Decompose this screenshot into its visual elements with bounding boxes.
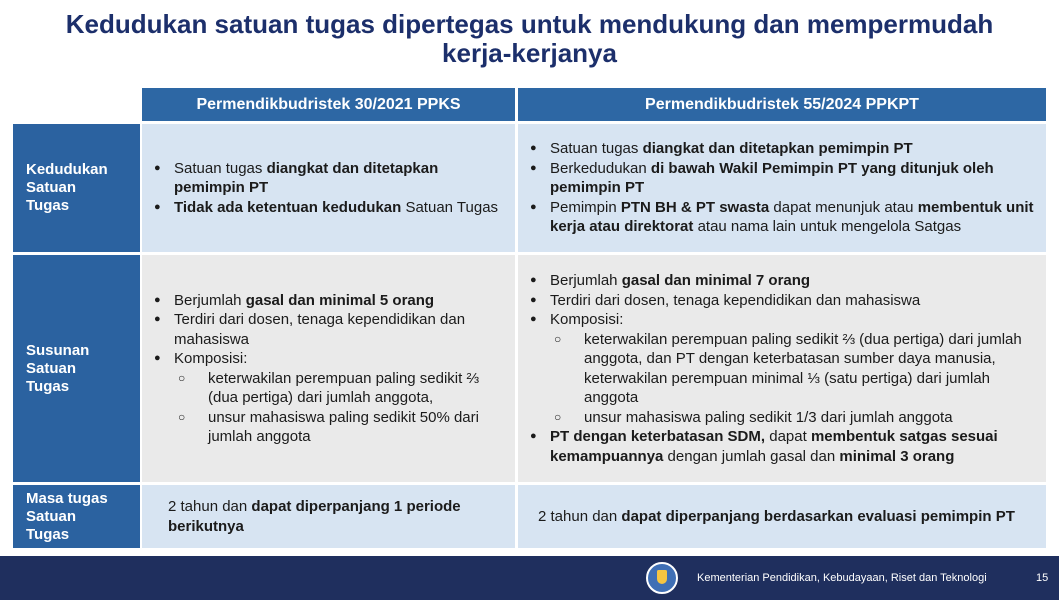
list-item: ● Satuan tugas diangkat dan ditetapkan pemimpin PT bbox=[530, 139, 1036, 159]
sub-list-item: ○ keterwakilan perempuan paling sedikit ⅔ (dua pertiga) dari jumlah anggota, dan PT dengan keterbatasan sumber daya manusia, keterwakilan perempuan minimal ⅓ (satu pertiga) dari jumlah anggota bbox=[552, 330, 1042, 408]
row-label-line: Masa tugas bbox=[26, 489, 108, 507]
list-item: ● Satuan tugas diangkat dan ditetapkan pemimpin PT bbox=[154, 159, 503, 198]
slide-title-line-2: kerja-kerjanya bbox=[442, 38, 617, 68]
row-label-line: Satuan bbox=[26, 507, 77, 525]
cell-text: 2 tahun dan dapat diperpanjang berdasarkan evaluasi pemimpin PT bbox=[538, 507, 1015, 525]
list-item: ● Berjumlah gasal dan minimal 7 orang bbox=[530, 271, 1042, 291]
row-label-line: Satuan bbox=[26, 359, 77, 377]
row-label-line: Kedudukan bbox=[26, 161, 108, 178]
ministry-name: Kementerian Pendidikan, Kebudayaan, Riset dan Teknologi bbox=[697, 572, 987, 584]
list-item: ● Terdiri dari dosen, tenaga kependidikan dan mahasiswa bbox=[530, 291, 1042, 311]
sub-list-item: ○ unsur mahasiswa paling sedikit 50% dari jumlah anggota bbox=[176, 408, 507, 447]
sub-list-item: ○ keterwakilan perempuan paling sedikit ⅔ (dua pertiga) dari jumlah anggota, bbox=[176, 369, 507, 408]
list-item: ● Komposisi: ○ keterwakilan perempuan paling sedikit ⅔ (dua pertiga) dari jumlah anggota, dan PT dengan keterbatasan sumber daya manusia, keterwakilan perempuan minimal ⅓ (satu pertiga) dari jumlah anggota ○ unsur mahasiswa paling sedikit 1/3 dari jumlah anggota bbox=[530, 310, 1042, 427]
tut-wuri-handayani-logo-icon bbox=[646, 562, 678, 594]
row-label-masa-tugas bbox=[13, 485, 140, 548]
row-label-line: Tugas bbox=[26, 525, 70, 543]
sub-list-item: ○ unsur mahasiswa paling sedikit 1/3 dari jumlah anggota bbox=[552, 408, 1042, 428]
list-item: ● Berkedudukan di bawah Wakil Pemimpin PT yang ditunjuk oleh pemimpin PT bbox=[530, 159, 1036, 198]
cell-kedudukan-ppks bbox=[142, 124, 515, 252]
column-header-ppkpt: Permendikbudristek 55/2024 PPKPT bbox=[518, 88, 1046, 121]
row-label-susunan bbox=[13, 255, 140, 482]
list-item: ● Berjumlah gasal dan minimal 5 orang bbox=[154, 291, 507, 311]
slide-title bbox=[0, 10, 1059, 68]
cell-kedudukan-ppkpt bbox=[518, 124, 1046, 252]
cell-text: 2 tahun dan dapat diperpanjang 1 periode berikutnya bbox=[168, 498, 461, 535]
row-label-line: Susunan bbox=[26, 341, 90, 359]
list-item: ● PT dengan keterbatasan SDM, dapat membentuk satgas sesuai kemampuannya dengan jumlah gasal dan minimal 3 orang bbox=[530, 427, 1042, 466]
row-label-line: Tugas bbox=[26, 197, 70, 214]
cell-masa-tugas-ppks bbox=[142, 485, 515, 548]
row-label-kedudukan bbox=[13, 124, 140, 252]
list-item: ● Terdiri dari dosen, tenaga kependidikan dan mahasiswa bbox=[154, 310, 507, 349]
page-number: 15 bbox=[1036, 572, 1049, 584]
row-label-line: Satuan bbox=[26, 179, 77, 196]
list-item: ● Pemimpin PTN BH & PT swasta dapat menunjuk atau membentuk unit kerja atau direktorat atau nama lain untuk mengelola Satgas bbox=[530, 198, 1036, 237]
list-item: ● Komposisi: ○ keterwakilan perempuan paling sedikit ⅔ (dua pertiga) dari jumlah anggota, ○ unsur mahasiswa paling sedikit 50% dari jumlah anggota bbox=[154, 349, 507, 447]
list-item: ● Tidak ada ketentuan kedudukan Satuan Tugas bbox=[154, 198, 503, 218]
cell-susunan-ppks bbox=[142, 255, 515, 482]
column-header-ppks: Permendikbudristek 30/2021 PPKS bbox=[142, 88, 515, 121]
cell-masa-tugas-ppkpt bbox=[518, 485, 1046, 548]
cell-susunan-ppkpt bbox=[518, 255, 1046, 482]
slide-title-line-1: Kedudukan satuan tugas dipertegas untuk mendukung dan mempermudah bbox=[65, 9, 994, 39]
row-label-line: Tugas bbox=[26, 377, 70, 395]
